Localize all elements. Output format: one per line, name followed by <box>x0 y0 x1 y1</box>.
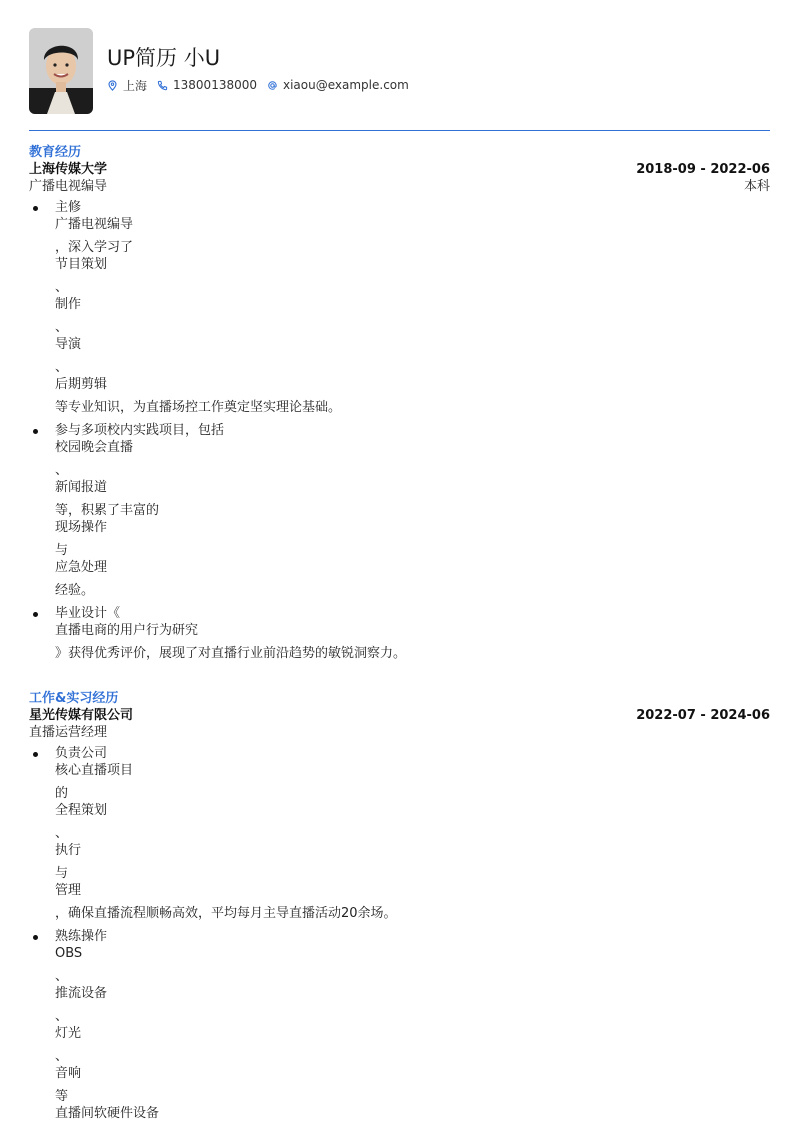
bullet-item <box>29 422 770 599</box>
bullet-segment: 、 <box>55 280 69 295</box>
education-date: 2018-09 - 2022-06 <box>636 162 770 177</box>
bullet-segment: 音响 <box>55 1066 82 1081</box>
bullet-segment: 经验。 <box>55 583 95 598</box>
bullet-segment: 、 <box>55 969 69 984</box>
bullet-segment: 负责公司 <box>55 746 108 761</box>
bullet-segment: 导演 <box>55 337 82 352</box>
bullet-segment: 的 <box>55 786 69 801</box>
bullet-segment: 广播电视编导 <box>55 217 134 232</box>
contact-email <box>267 78 409 92</box>
section-title-work: 工作&实习经历 <box>29 691 119 706</box>
avatar-photo <box>29 28 93 114</box>
phone-text: 13800138000 <box>173 78 257 92</box>
bullet-segment: 执行 <box>55 843 82 858</box>
bullet-segment: 直播电商的用户行为研究 <box>55 623 199 638</box>
bullet-segment: 现场操作 <box>55 520 108 535</box>
company-name: 星光传媒有限公司 <box>29 708 134 723</box>
bullet-segment: 、 <box>55 1009 69 1024</box>
bullet-segment: 节目策划 <box>55 257 108 272</box>
bullet-segment: 等专业知识，为直播场控工作奠定坚实理论基础。 <box>55 400 342 415</box>
phone-icon <box>157 80 168 91</box>
bullet-segment: 参与多项校内实践项目，包括 <box>55 423 225 438</box>
bullet-segment: 核心直播项目 <box>55 763 134 778</box>
header-info <box>107 45 419 94</box>
bullet-segment: 与 <box>55 543 69 558</box>
school-name: 上海传媒大学 <box>29 162 108 177</box>
bullet-segment: 》获得优秀评价，展现了对直播行业前沿趋势的敏锐洞察力。 <box>55 646 407 661</box>
work-header-row <box>29 707 770 724</box>
bullet-segment: ，深入学习了 <box>55 240 134 255</box>
email-text: xiaou@example.com <box>283 78 409 92</box>
contact-list <box>107 77 419 94</box>
education-bullets <box>29 199 770 662</box>
education-section <box>29 145 770 662</box>
degree-name: 本科 <box>743 179 770 194</box>
bullet-segment: OBS <box>55 946 83 961</box>
work-bullets <box>29 745 770 1122</box>
education-sub-row <box>29 178 770 195</box>
at-sign-icon <box>267 80 278 91</box>
bullet-segment: 主修 <box>55 200 82 215</box>
bullet-item <box>29 745 770 922</box>
bullet-segment: 后期剪辑 <box>55 377 108 392</box>
avatar <box>29 28 93 114</box>
bullet-item <box>29 199 770 416</box>
bullet-segment: 灯光 <box>55 1026 82 1041</box>
contact-phone <box>157 78 257 92</box>
bullet-segment: 、 <box>55 1049 69 1064</box>
work-sub-row <box>29 724 770 741</box>
bullet-segment: 等，积累了丰富的 <box>55 503 160 518</box>
resume-header <box>29 28 419 114</box>
bullet-segment: 管理 <box>55 883 82 898</box>
bullet-segment: 、 <box>55 320 69 335</box>
bullet-segment: 、 <box>55 826 69 841</box>
candidate-name: UP简历 小U <box>107 45 221 70</box>
bullet-segment: 熟练操作 <box>55 929 108 944</box>
location-pin-icon <box>107 80 118 91</box>
bullet-segment: ，确保直播流程顺畅高效，平均每月主导直播活动20余场。 <box>55 906 397 921</box>
bullet-segment: 等 <box>55 1089 69 1104</box>
bullet-segment: 、 <box>55 360 69 375</box>
bullet-segment: 制作 <box>55 297 82 312</box>
bullet-segment: 校园晚会直播 <box>55 440 134 455</box>
bullet-segment: 毕业设计《 <box>55 606 121 621</box>
work-date: 2022-07 - 2024-06 <box>636 708 770 723</box>
major-name: 广播电视编导 <box>29 179 108 194</box>
bullet-item <box>29 605 770 662</box>
bullet-segment: 全程策划 <box>55 803 108 818</box>
bullet-segment: 直播间软硬件设备 <box>55 1106 160 1121</box>
work-section <box>29 691 770 1122</box>
bullet-segment: 推流设备 <box>55 986 108 1001</box>
job-role: 直播运营经理 <box>29 725 108 740</box>
bullet-segment: 、 <box>55 463 69 478</box>
bullet-segment: 应急处理 <box>55 560 108 575</box>
contact-location <box>107 77 147 94</box>
bullet-segment: 新闻报道 <box>55 480 108 495</box>
bullet-segment: 与 <box>55 866 69 881</box>
header-divider <box>29 130 770 131</box>
section-title-education: 教育经历 <box>29 145 82 160</box>
location-text: 上海 <box>123 78 148 93</box>
education-header-row <box>29 161 770 178</box>
bullet-item <box>29 928 770 1122</box>
